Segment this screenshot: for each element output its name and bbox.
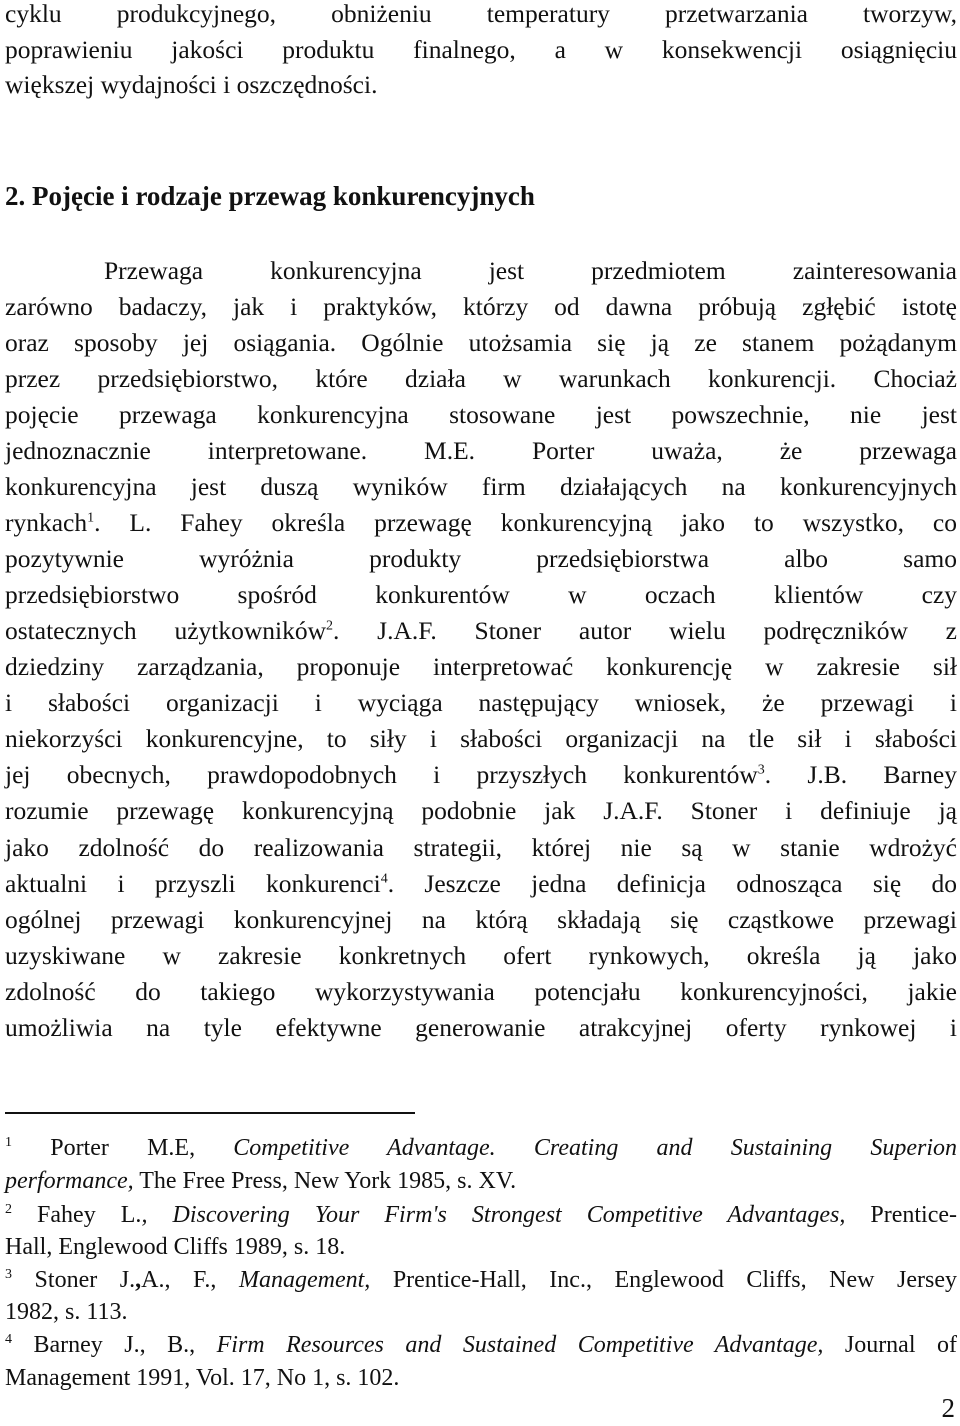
text-line: większej wydajności i oszczędności.: [5, 70, 378, 99]
text-line: przedsiębiorstwo spośród konkurentów w oczach klientów czy: [5, 580, 957, 609]
text-line: oraz sposoby jej osiągania. Ogólnie utożsamia się ją ze stanem pożądanym: [5, 328, 957, 357]
footnote-number: 2: [5, 1202, 12, 1217]
footnote-text: ,: [135, 1267, 142, 1293]
text-line: [5, 866, 957, 902]
footnote-3: [5, 1264, 957, 1296]
text-line: rozumie przewagę konkurencyjną podobnie jak J.A.F. Stoner i definiuje ją: [5, 796, 957, 825]
text-line: cyklu produkcyjnego, obniżeniu temperatury przetwarzania tworzyw,: [5, 0, 957, 28]
footnote-2-cont: Hall, Englewood Cliffs 1989, s. 18.: [5, 1234, 346, 1260]
text-line: i słabości organizacji i wyciąga następujący wniosek, że przewagi i: [5, 688, 957, 717]
text-line: zdolność do takiego wykorzystywania potencjału konkurencyjności, jakie: [5, 977, 957, 1006]
footnote-4: [5, 1329, 957, 1361]
footnote-number: 4: [5, 1332, 12, 1347]
text-line: dziedziny zarządzania, proponuje interpretować konkurencję w zakresie sił: [5, 652, 957, 681]
footnote-4-cont: Management 1991, Vol. 17, No 1, s. 102.: [5, 1365, 400, 1391]
text-line: zarówno badaczy, jak i praktyków, którzy od dawna próbują zgłębić istotę: [5, 292, 957, 321]
text-line: pojęcie przewaga konkurencyjna stosowane jest powszechnie, nie jest: [5, 400, 957, 429]
footnote-text: Prentice-: [845, 1202, 958, 1228]
footnote-text: The Free Press, New York 1985, s. XV.: [133, 1168, 517, 1194]
footnote-text: Prentice-Hall, Inc., Englewood Cliffs, New Jersey: [370, 1267, 957, 1293]
footnote-separator: [5, 1112, 415, 1114]
footnote-3-cont: 1982, s. 113.: [5, 1299, 128, 1325]
footnote-text: Fahey L.: [12, 1202, 142, 1228]
text-line: niekorzyści konkurencyjne, to siły i słabości organizacji na tle sił i słabości: [5, 724, 957, 753]
page-number: 2: [941, 1393, 955, 1423]
text-segment: . J.B. Barney: [764, 760, 957, 789]
text-line: uzyskiwane w zakresie konkretnych ofert rynkowych, określa ją jako: [5, 941, 957, 970]
footnote-text: Stoner J.: [12, 1267, 136, 1293]
footnote-text: Barney J., B.,: [12, 1332, 217, 1358]
text-line: jako zdolność do realizowania strategii, której nie są w stanie wdrożyć: [5, 833, 957, 862]
footnote-2: [5, 1199, 957, 1231]
text-line: [5, 757, 957, 793]
text-segment: rynkach: [5, 508, 88, 537]
footnote-ref: 2: [326, 618, 334, 634]
footnote-title: Firm Resources and Sustained Competitive Advantage,: [216, 1332, 824, 1358]
text-segment: jej obecnych, prawdopodobnych i przyszłych konkurentów: [5, 760, 758, 789]
text-line: pozytywnie wyróżnia produkty przedsiębiorstwa albo samo: [5, 544, 957, 573]
text-line: [5, 505, 957, 541]
footnote-text: Porter M.E,: [12, 1135, 234, 1161]
footnote-ref: 4: [380, 871, 388, 887]
text-line: konkurencyjna jest duszą wyników firm działających na konkurencyjnych: [5, 472, 957, 501]
footnote-text: A., F.,: [141, 1267, 239, 1293]
footnote-ref: 3: [757, 762, 765, 778]
footnote-number: 1: [5, 1135, 12, 1150]
text-segment: . L. Fahey określa przewagę konkurencyjną jako to wszystko, co: [94, 508, 957, 537]
text-line: poprawieniu jakości produktu finalnego, a w konsekwencji osiągnięciu: [5, 35, 957, 64]
footnote-1: [5, 1132, 957, 1164]
text-line: ogólnej przewagi konkurencyjnej na którą składają się cząstkowe przewagi: [5, 905, 957, 934]
text-line: Przewaga konkurencyjna jest przedmiotem zainteresowania: [104, 256, 957, 285]
footnote-title: , Discovering Your Firm's Strongest Competitive Advantages,: [141, 1202, 846, 1228]
footnote-number: 3: [5, 1267, 12, 1282]
text-line: [5, 613, 957, 649]
text-segment: . J.A.F. Stoner autor wielu podręczników z: [333, 616, 957, 645]
text-line: umożliwia na tyle efektywne generowanie atrakcyjnej oferty rynkowej i: [5, 1013, 957, 1042]
text-line: jednoznacznie interpretowane. M.E. Porter uważa, że przewaga: [5, 436, 957, 465]
text-line: przez przedsiębiorstwo, które działa w warunkach konkurencji. Chociaż: [5, 364, 957, 393]
footnote-ref: 1: [87, 510, 95, 526]
footnote-title: performance,: [5, 1168, 134, 1194]
text-segment: ostatecznych użytkowników: [5, 616, 327, 645]
footnote-1-cont: [5, 1165, 957, 1197]
footnote-title: Management,: [238, 1267, 371, 1293]
text-segment: aktualni i przyszli konkurenci: [5, 869, 381, 898]
footnote-title: Competitive Advantage. Creating and Sustaining Superion: [233, 1135, 957, 1161]
text-segment: . Jeszcze jedna definicja odnosząca się do: [387, 869, 957, 898]
section-heading: 2. Pojęcie i rodzaje przewag konkurencyjnych: [5, 181, 535, 211]
footnote-text: Journal of: [823, 1332, 957, 1358]
